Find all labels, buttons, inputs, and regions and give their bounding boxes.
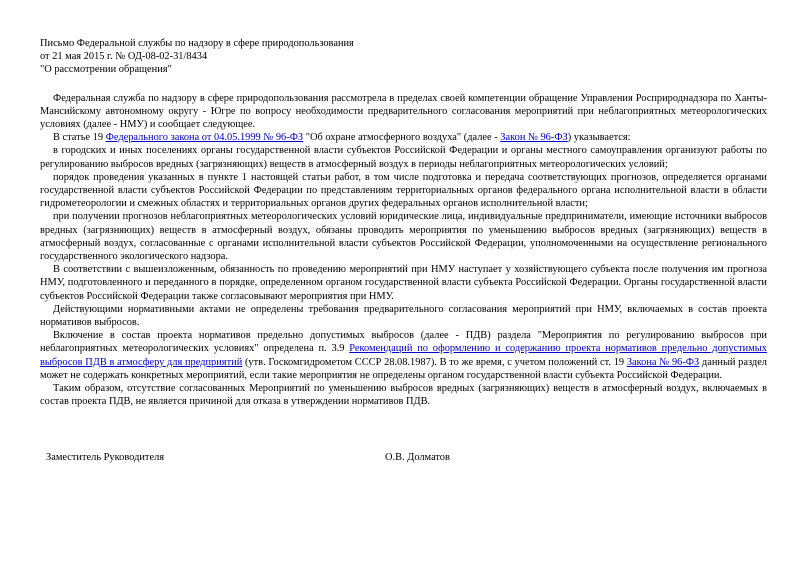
header-date-number: от 21 мая 2015 г. № ОД-08-02-31/8434 xyxy=(40,51,208,63)
paragraph-2 xyxy=(40,131,767,144)
law-96-fz-link-2[interactable]: Закона № 96-ФЗ xyxy=(626,356,700,368)
header-title: Письмо Федеральной службы по надзору в сфере природопользования xyxy=(40,38,354,49)
paragraph-7: Действующими нормативными актами не определены требования предварительного согласования мероприятий при НМУ, включаемых в состав проекта нормативов выбросов. xyxy=(40,303,767,329)
paragraph-4: порядок проведения указанных в пункте 1 настоящей статьи работ, в том числе подготовка и передача соответствующих прогнозов, определяется органами государственной власти субъектов Российской Федерации по представлениям территориальных органов федерального органа исполнительной власти в области гидрометеорологии и смежных областях и территориальных органов других федеральных органов исполнительной власти; xyxy=(40,171,767,210)
document-body xyxy=(40,92,767,409)
paragraph-8-text-c: данный раздел может не содержать конкретных мероприятий, если такие мероприятия не определены органом государственной власти субъекта Российской Федерации. xyxy=(40,356,767,381)
paragraph-1: Федеральная служба по надзору в сфере природопользования рассмотрела в пределах своей компетенции обращение Управления Росприроднадзора по Ханты-Мансийскому автономному округу - Югре по вопросу необходимости предварительного согласования мероприятий при неблагоприятных метеорологических условиях (далее - НМУ) и сообщает следующее. xyxy=(40,92,767,131)
paragraph-2-text-c: ) указывается: xyxy=(567,132,631,144)
signatory-position: Заместитель Руководителя xyxy=(46,452,165,463)
paragraph-3: в городских и иных поселениях органы государственной власти субъектов Российской Федерации и органы местного самоуправления организуют работы по регулированию выбросов вредных (загрязняющих) веществ в атмосферный воздух в периоды неблагоприятных метеорологических условий; xyxy=(40,145,767,170)
paragraph-2-text-b: "Об охране атмосферного воздуха" (далее - xyxy=(303,132,501,144)
signatory-name: О.В. Долматов xyxy=(385,452,450,463)
recommendations-link[interactable]: Рекомендаций по оформлению и содержанию проекта нормативов предельно допустимых выбросов ПДВ в атмосферу для предприятий xyxy=(40,343,767,368)
header-subject: "О рассмотрении обращения" xyxy=(40,64,172,76)
paragraph-8-text-b: (утв. Госкомгидрометом СССР 28.08.1987). В то же время, с учетом положений ст. 19 xyxy=(242,356,627,368)
paragraph-5: при получении прогнозов неблагоприятных метеорологических условий юридические лица, индивидуальные предприниматели, имеющие источники выбросов вредных (загрязняющих) веществ в атмосферный воздух, обязаны проводить мероприятия по уменьшению выбросов вредных (загрязняющих) веществ в атмосферный воздух, согласованные с органами исполнительной власти субъектов Российской Федерации, уполномоченными на осуществление регионального государственного экологического надзора. xyxy=(40,211,767,263)
paragraph-8 xyxy=(40,329,767,382)
document xyxy=(40,37,767,408)
federal-law-link[interactable]: Федерального закона от 04.05.1999 № 96-ФЗ xyxy=(105,132,304,144)
paragraph-6: В соответствии с вышеизложенным, обязанность по проведению мероприятий при НМУ наступает у хозяйствующего субъекта после получения им прогноза НМУ, подготовленного и переданного в порядке, определенном органом государственной власти субъекта Российской Федерации. Органы государственной власти субъектов Российской Федерации также согласовывают мероприятия при НМУ. xyxy=(40,264,767,302)
paragraph-2-text-a: В статье 19 xyxy=(53,132,106,144)
document-header xyxy=(40,37,767,77)
paragraph-9: Таким образом, отсутствие согласованных Мероприятий по уменьшению выбросов вредных (загрязняющих) веществ в атмосферный воздух, включаемых в состав проекта ПДВ, не является причиной для отказа в утверждении нормативов ПДВ. xyxy=(40,383,767,408)
paragraph-8-text-a: Включение в состав проекта нормативов предельно допустимых выбросов (далее - ПДВ) раздела "Мероприятия по регулированию выбросов при неблагоприятных метеорологических условиях" определена п. 3.9 xyxy=(40,330,767,355)
law-96-fz-link[interactable]: Закон № 96-ФЗ xyxy=(500,132,568,144)
